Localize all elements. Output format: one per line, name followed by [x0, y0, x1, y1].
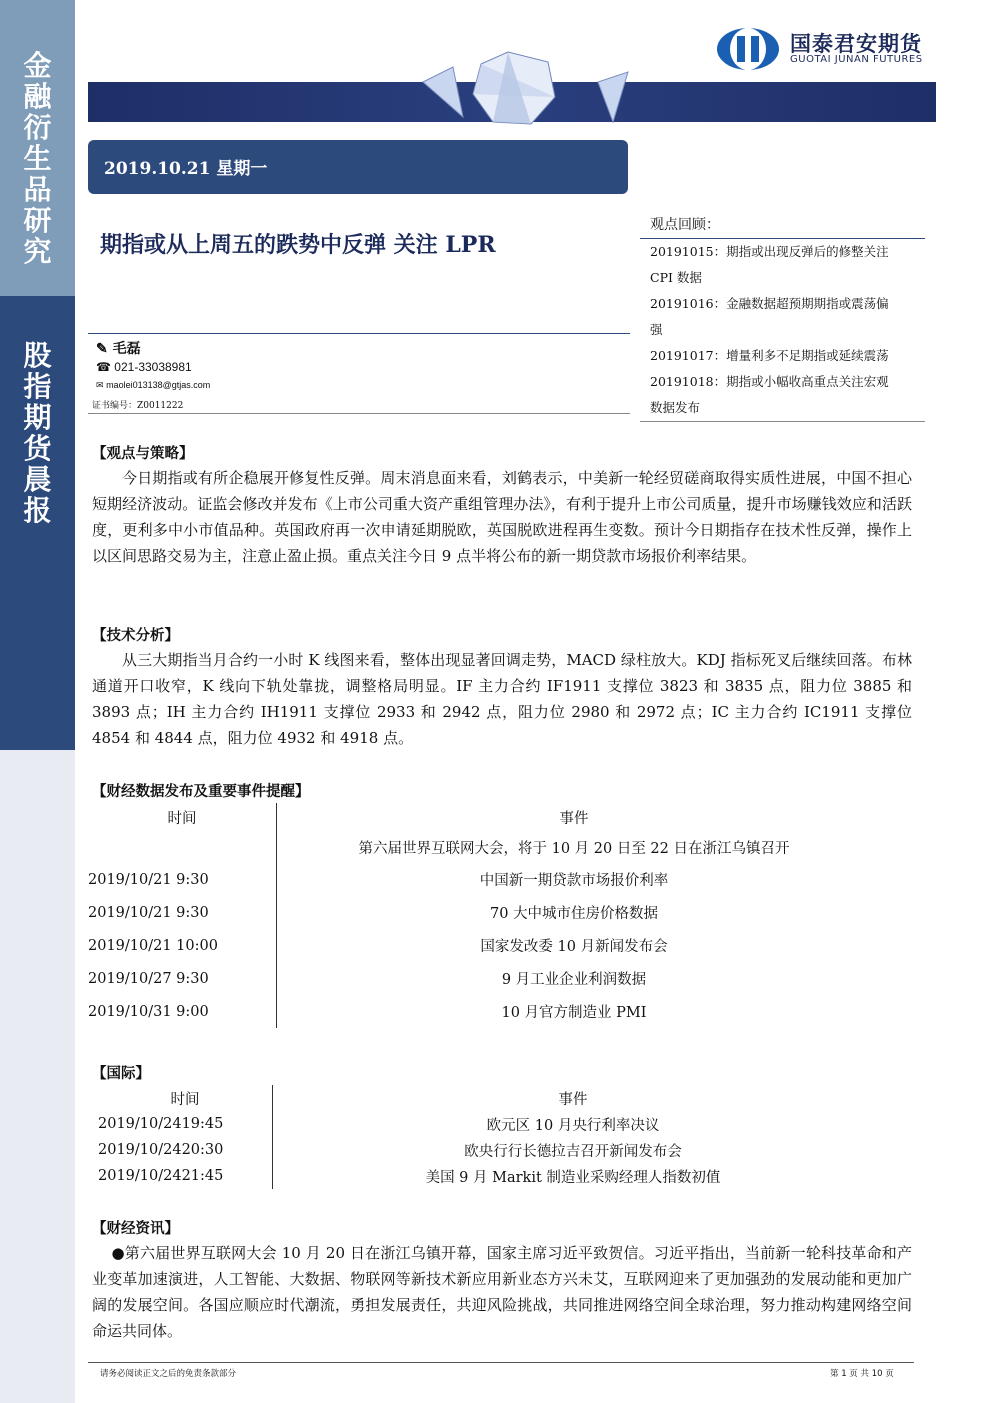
diamond-graphic-icon: [88, 82, 936, 122]
table-row: [88, 831, 871, 863]
sidebar-report-label: 股 指 期 货 晨 报: [23, 339, 52, 527]
footer-page-number: 第 1 页 共 10 页: [830, 1369, 894, 1379]
author-cert: 证书编号：Z0011222: [92, 401, 184, 411]
sidebar: [0, 0, 75, 1403]
col-event-header: 事件: [559, 810, 589, 827]
event-desc: 欧元区 10 月央行利率决议: [486, 1117, 660, 1134]
author-phone: 021-33038981: [114, 360, 192, 374]
table-row: [98, 1163, 873, 1189]
event-desc: 第六届世界互联网大会，将于 10 月 20 日至 22 日在浙江乌镇召开: [358, 840, 790, 857]
logo-name-cn: 国泰君安期货: [790, 32, 922, 56]
sidebar-bottom-band: [0, 750, 75, 1403]
section-heading-technical: 【技术分析】: [92, 627, 179, 644]
event-time: 2019/10/21 10:00: [88, 929, 277, 962]
review-item: 数据发布: [640, 395, 925, 422]
table-row: [88, 929, 871, 962]
event-desc: 70 大中城市住房价格数据: [489, 906, 659, 922]
section-heading-events: 【财经数据发布及重要事件提醒】: [92, 783, 310, 800]
review-item: 20191017：增量利多不足期指或延续震荡: [650, 348, 889, 363]
event-desc: 美国 9 月 Markit 制造业采购经理人指数初值: [425, 1169, 721, 1186]
company-logo: [715, 26, 935, 76]
event-desc: 国家发改委 10 月新闻发布会: [480, 939, 668, 955]
col-time-header: 时间: [88, 803, 277, 831]
review-item: 20191016：金融数据超预期期指或震荡偏: [650, 296, 889, 311]
section-heading-strategy: 【观点与策略】: [92, 445, 194, 462]
review-heading: 观点回顾：: [640, 212, 925, 239]
table-row: [88, 863, 871, 896]
footer-disclaimer: 请务必阅读正文之后的免责条款部分: [100, 1369, 237, 1379]
table-header-row: [88, 803, 871, 831]
technical-text: 从三大期指当月合约一小时 K 线图来看，整体出现显著回调走势，MACD 绿柱放大。KDJ 指标死叉后继续回落。布林通道开口收窄，K 线向下轨处靠拢，调整格局明显。IF 主力合约 IF1911 支撑位 3823 和 3835 点，阻力位 3885 和 3893 点；IH 主力合约 IH1911 支撑位 2933 和 2942 点，阻力位 2980 和 2972 点；IC 主力合约 IC1911 支撑位 4854 和 4844 点，阻力位 4932 和 4918 点。: [92, 651, 912, 747]
date-header: [88, 140, 628, 194]
review-item: CPI 数据: [650, 270, 702, 285]
event-desc: 欧央行行长德拉吉召开新闻发布会: [464, 1143, 682, 1160]
review-panel: [640, 212, 925, 422]
event-time: 2019/10/2421:45: [98, 1163, 273, 1189]
table-row: [88, 962, 871, 995]
divider: [88, 413, 630, 414]
event-desc: 10 月官方制造业 PMI: [501, 1005, 647, 1021]
event-time: 2019/10/21 9:30: [88, 896, 277, 929]
review-item: 20191015：期指或出现反弹后的修整关注: [650, 244, 889, 259]
logo-name-en: GUOTAI JUNAN FUTURES: [790, 54, 923, 65]
event-time: 2019/10/31 9:00: [88, 995, 277, 1028]
section-heading-news: 【财经资讯】: [92, 1220, 179, 1237]
table-row: [88, 896, 871, 929]
author-name: 毛磊: [112, 341, 141, 357]
table-row: [88, 995, 871, 1028]
header-banner: [88, 82, 936, 122]
events-table: [88, 803, 871, 1028]
event-time: 2019/10/27 9:30: [88, 962, 277, 995]
author-email-row: [96, 380, 210, 391]
author-phone-row: [96, 360, 192, 374]
event-desc: 中国新一期贷款市场报价利率: [479, 873, 669, 889]
col-time-header: 时间: [98, 1085, 273, 1111]
event-desc: 9 月工业企业利润数据: [501, 972, 647, 988]
author-name-row: [96, 338, 141, 358]
section-heading-intl: 【国际】: [92, 1065, 150, 1082]
strategy-text: 今日期指或有所企稳展开修复性反弹。周末消息面来看，刘鹤表示，中美新一轮经贸磋商取得实质性进展，中国不担心短期经济波动。证监会修改并发布《上市公司重大资产重组管理办法》，有利于提升上市公司质量，提升市场赚钱效应和活跃度，更利多中小市值品种。英国政府再一次申请延期脱欧，英国脱欧进程再生变数。预计今日期指存在技术性反弹，操作上以区间思路交易为主，注意止盈止损。重点关注今日 9 点半将公布的新一期贷款市场报价利率结果。: [92, 469, 912, 565]
event-time: 2019/10/21 9:30: [88, 863, 277, 896]
pen-icon: ✎: [96, 341, 108, 357]
divider: [88, 333, 630, 334]
review-item: 强: [650, 322, 663, 337]
sidebar-category-label: 金 融 衍 生 品 研 究: [23, 49, 52, 268]
event-time: [88, 831, 277, 863]
author-email[interactable]: maolei013138@gtjas.com: [106, 380, 211, 390]
table-row: [98, 1137, 873, 1163]
report-title: 期指或从上周五的跌势中反弹 关注 LPR: [100, 232, 496, 258]
news-text: ●第六届世界互联网大会 10 月 20 日在浙江乌镇开幕，国家主席习近平致贺信。习近平指出，当前新一轮科技革命和产业变革加速演进，人工智能、大数据、物联网等新技术新应用新业态方兴未艾，互联网迎来了更加强劲的发展动能和更加广阔的发展空间。各国应顺应时代潮流，勇担发展责任，共迎风险挑战，共同推进网络空间全球治理，努力推动构建网络空间命运共同体。: [92, 1244, 912, 1340]
email-icon: ✉: [96, 380, 104, 390]
report-date: 2019.10.21 星期一: [104, 159, 268, 179]
event-time: 2019/10/2420:30: [98, 1137, 273, 1163]
col-event-header: 事件: [558, 1091, 588, 1108]
review-item: 20191018：期指或小幅收高重点关注宏观: [650, 374, 889, 389]
intl-table: [98, 1085, 873, 1189]
event-time: 2019/10/2419:45: [98, 1111, 273, 1137]
phone-icon: ☎: [96, 360, 111, 374]
table-row: [98, 1111, 873, 1137]
table-header-row: [98, 1085, 873, 1111]
logo-mark-icon: [715, 26, 781, 72]
footer-divider: [88, 1362, 914, 1363]
